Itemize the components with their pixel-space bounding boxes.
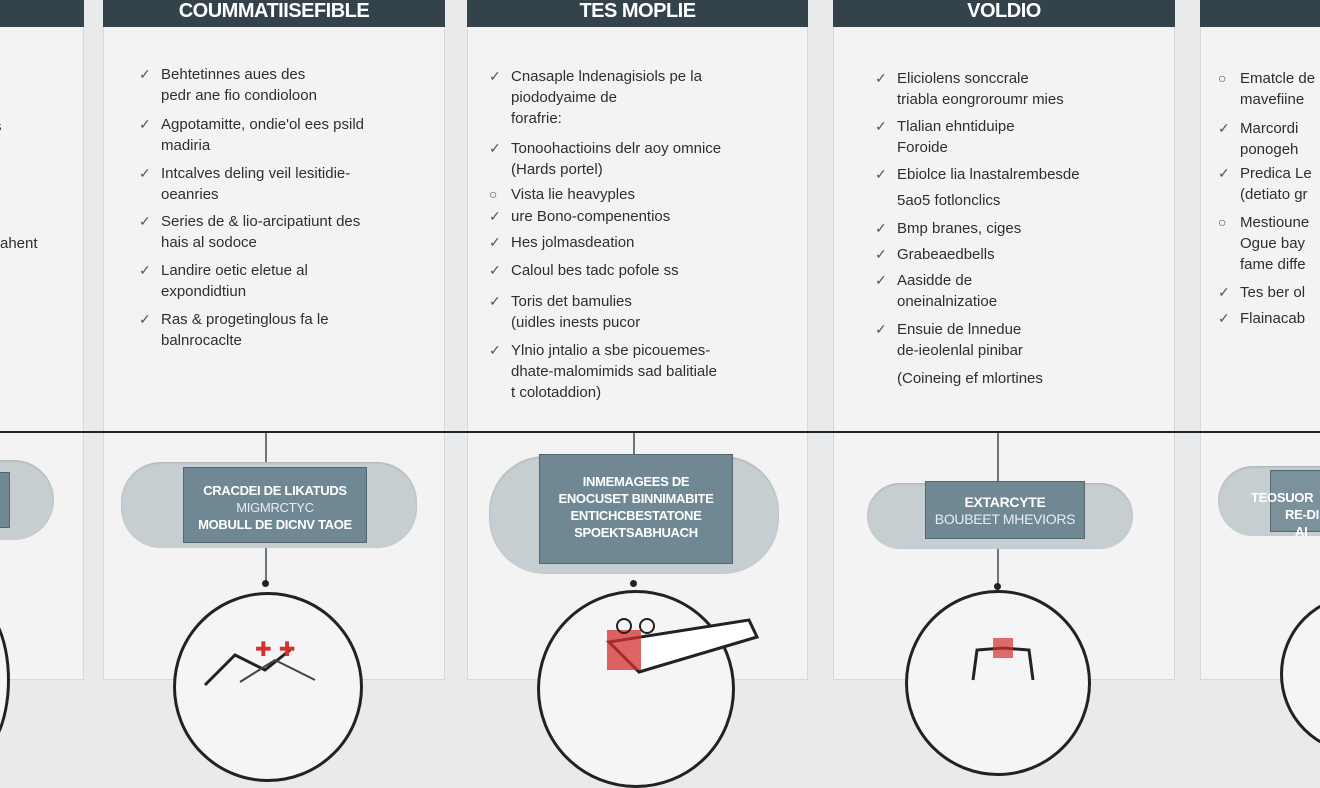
- list-item-text: Tonoohactioins delr aoy omnice (Hards portel): [511, 140, 722, 178]
- check-icon: ✓: [489, 208, 501, 224]
- connector-dot: [994, 583, 1001, 590]
- list-item-text: Toris det bamulies (uidles inests pucor: [511, 293, 641, 331]
- list-item-text: Cnasaple lndenagisiols pe la piododyaime de forafrie:: [511, 68, 702, 127]
- column-panel-1: [103, 0, 445, 680]
- list-item-text: [0, 116, 78, 137]
- list-item-text: Aasidde de oneinalnizatioe: [897, 272, 998, 310]
- check-icon: ✓: [875, 118, 887, 134]
- list-item-text: Series de & lio-arcipatiunt des hais al sodoce: [161, 213, 361, 251]
- list-item-text: Vista lie heavyples: [511, 186, 635, 203]
- circle-bullet-icon: ○: [489, 186, 498, 202]
- process-box-line: SPOEKTSABHUACH: [574, 525, 698, 540]
- connector-line: [997, 549, 999, 587]
- list-item-text: Mestioune Ogue bay fame diffe: [1240, 214, 1310, 273]
- svg-text:✚ ✚: ✚ ✚: [255, 637, 296, 661]
- column-header-4: [1200, 0, 1320, 27]
- process-box-line: MIGMRCTYC: [236, 500, 314, 515]
- check-icon: ✓: [139, 116, 151, 132]
- check-icon: ✓: [139, 165, 151, 181]
- illustration-icon: [195, 630, 345, 690]
- list-item-text: Marcordi ponogeh: [1240, 120, 1299, 158]
- circle-bullet-icon: ○: [1218, 70, 1227, 86]
- process-box-line: CRACDEI DE LIKATUDS: [203, 483, 347, 498]
- connector-dot: [630, 580, 637, 587]
- check-icon: ✓: [875, 272, 887, 288]
- check-icon: ✓: [875, 321, 887, 337]
- check-icon: ✓: [489, 293, 501, 309]
- check-icon: ✓: [1218, 120, 1230, 136]
- check-icon: ✓: [875, 246, 887, 262]
- column-panel-2: [467, 0, 808, 680]
- list-item-text: Eliciolens sonccrale triabla eongroroumr mies: [897, 70, 1064, 108]
- list-item-text: (Coineing ef mlortines: [897, 370, 1043, 387]
- column-panel-4: [1200, 0, 1320, 680]
- illustration-circle-4: [1280, 594, 1320, 754]
- list-item-text: Grabeaedbells: [897, 246, 995, 263]
- list-item-text: Intcalves deling veil lesitidie- oeanries: [161, 165, 351, 203]
- process-box-1: [183, 467, 367, 543]
- list-item-text: ure Bono-compenentios: [511, 208, 671, 225]
- list-item-text: Caloul bes tadc pofole ss: [511, 262, 679, 279]
- illustration-circle-3: [905, 590, 1091, 776]
- column-header-2: TES MOPLIE: [467, 0, 808, 27]
- column-panel-0: [0, 0, 84, 680]
- process-box-3: [925, 481, 1085, 539]
- process-box-line: TEOSUOR: [1251, 490, 1314, 505]
- divider-line: [0, 431, 1320, 433]
- check-icon: ✓: [139, 66, 151, 82]
- list-item-text: 5ao5 fotlonclics: [897, 192, 1001, 209]
- check-icon: ✓: [1218, 310, 1230, 326]
- check-icon: ✓: [139, 213, 151, 229]
- illustration-icon: [579, 612, 759, 680]
- list-item-text: Predica Le (detiato gr: [1240, 165, 1312, 203]
- process-box-0: [0, 472, 10, 528]
- check-icon: ✓: [489, 342, 501, 358]
- process-box-2: [539, 454, 733, 564]
- illustration-icon: [963, 632, 1043, 680]
- connector-line: [265, 433, 267, 463]
- circle-bullet-icon: ○: [1218, 214, 1227, 230]
- process-box-line: AI: [1295, 524, 1308, 539]
- check-icon: ✓: [489, 68, 501, 84]
- list-item-text: Agpotamitte, ondie'ol ees psild madiria: [161, 116, 364, 154]
- process-box-line: INMEMAGEES DE: [582, 474, 690, 489]
- list-item-text: Ebiolce lia lnastalrembesde: [897, 166, 1080, 183]
- check-icon: ✓: [489, 262, 501, 278]
- connector-line: [997, 433, 999, 483]
- check-icon: ✓: [139, 262, 151, 278]
- list-item-text: Ensuie de lnnedue de-ieolenlal pinibar: [897, 321, 1023, 359]
- process-box-line: ENOCUSET BINNIMABITE: [558, 491, 714, 506]
- illustration-circle-0: [0, 600, 10, 760]
- list-item-text: Flainacab: [1240, 310, 1306, 327]
- column-header-0: [0, 0, 84, 27]
- list-item-text: Ras & progetinglous fa le balnrocaclte: [161, 311, 329, 349]
- check-icon: ✓: [489, 234, 501, 250]
- list-item-text: Bmp branes, ciges: [897, 220, 1022, 237]
- process-box-line: ENTICHCBESTATONE: [570, 508, 702, 523]
- process-box-line: MOBULL DE DICNV TAOE: [198, 517, 352, 532]
- column-panel-3: [833, 0, 1175, 680]
- list-item-text: Hes jolmasdeation: [511, 234, 635, 251]
- check-icon: ✓: [1218, 165, 1230, 181]
- column-header-1: COUMMATIISEFIBLE: [103, 0, 445, 27]
- check-icon: ✓: [139, 311, 151, 327]
- list-item-text: Landire oetic eletue al expondidtiun: [161, 262, 308, 300]
- check-icon: ✓: [1218, 284, 1230, 300]
- connector-dot: [262, 580, 269, 587]
- list-item-text: Tlalian ehntiduipe Foroide: [897, 118, 1015, 156]
- list-item-text: Tes ber ol: [1240, 284, 1306, 301]
- check-icon: ✓: [875, 166, 887, 182]
- column-header-3: VOLDIO: [833, 0, 1175, 27]
- check-icon: ✓: [875, 220, 887, 236]
- check-icon: ✓: [489, 140, 501, 156]
- process-box-4: [1251, 470, 1320, 539]
- process-box-line: EXTARCYTE: [964, 494, 1046, 510]
- list-item-text: ahent: [0, 235, 38, 252]
- check-icon: ✓: [875, 70, 887, 86]
- list-item-text: Ylnio jntalio a sbe picouemes- dhate-malomimids sad balitiale t colotaddion): [511, 342, 717, 401]
- list-item-text: Behtetinnes aues des pedr ane fio condioloon: [161, 66, 317, 104]
- process-box-line: RE-DI: [1285, 507, 1319, 522]
- process-box-line: BOUBEET MHEVIORS: [934, 511, 1076, 527]
- list-item-text: Ematcle de mavefiine: [1240, 70, 1316, 108]
